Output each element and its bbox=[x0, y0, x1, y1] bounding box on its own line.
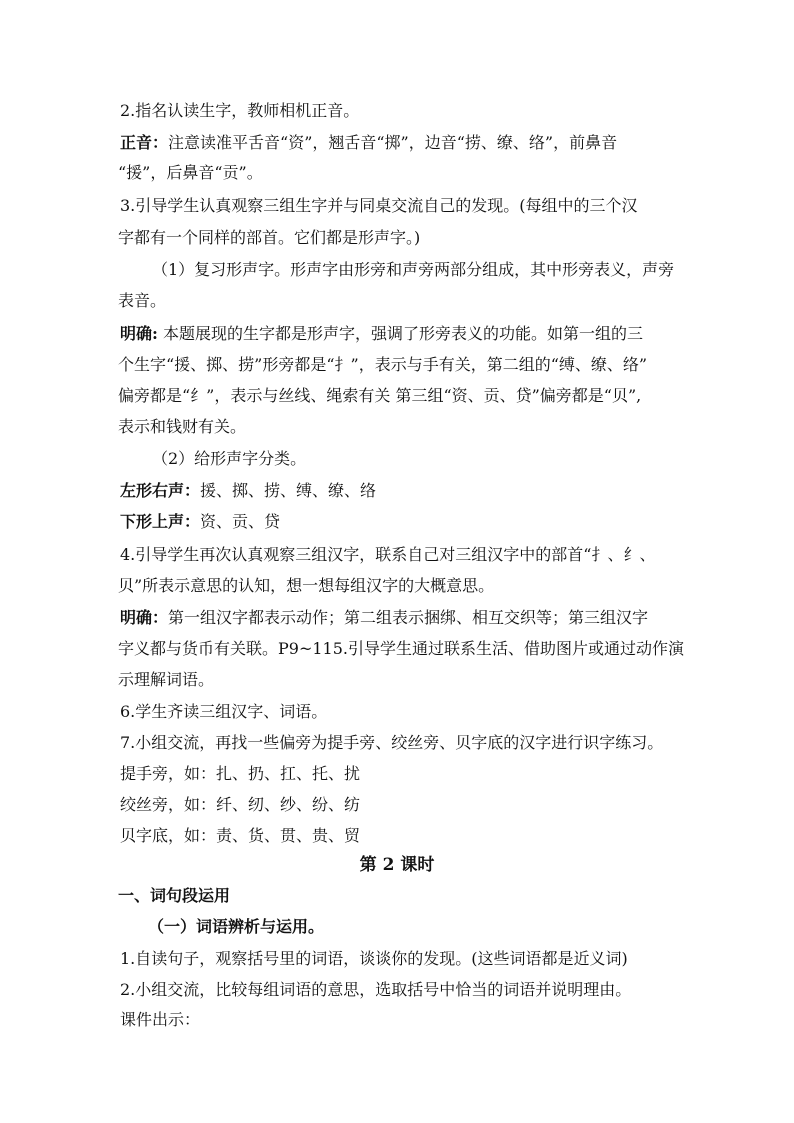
paragraph-correct-pronunciation bbox=[120, 133, 794, 153]
text: 表音。 bbox=[118, 291, 167, 310]
paragraph-line bbox=[118, 228, 794, 248]
text: 4.引导学生再次认真观察三组汉字，联系自己对三组汉字中的部首“扌、纟、 bbox=[120, 545, 656, 564]
text: 示理解词语。 bbox=[118, 670, 215, 689]
paragraph-step-2 bbox=[120, 101, 794, 121]
text: 2.小组交流，比较每组词语的意思，选取括号中恰当的词语并说明理由。 bbox=[120, 980, 632, 999]
bold-label: 明确： bbox=[120, 608, 169, 627]
text: 课件出示： bbox=[120, 1010, 201, 1029]
paragraph-sub-1 bbox=[152, 260, 794, 280]
text: 3.引导学生认真观察三组生字并与同桌交流自己的发现。(每组中的三个汉 bbox=[120, 196, 638, 215]
text: 第一组汉字都表示动作；第二组表示捆绑、相互交织等；第三组汉字 bbox=[168, 608, 649, 627]
bold-label: 下形上声： bbox=[120, 512, 201, 531]
text: 字都有一个同样的部首。它们都是形声字。) bbox=[118, 228, 421, 247]
text: 偏旁都是“纟”，表示与丝线、绳索有关 第三组“资、贡、贷”偏旁都是“贝”, bbox=[118, 386, 642, 405]
text: 表示和钱财有关。 bbox=[118, 417, 247, 436]
paragraph-line bbox=[118, 163, 794, 183]
text: 个生字“援、掷、捞”形旁都是“扌”，表示与手有关，第二组的“缚、缭、络” bbox=[118, 355, 648, 374]
text: 提手旁，如：扎、扔、扛、托、扰 bbox=[120, 764, 361, 783]
section-title: 第 2 课时 bbox=[359, 855, 435, 875]
text: 贝字底，如：责、货、贯、贵、贸 bbox=[120, 826, 361, 845]
text: （2）给形声字分类。 bbox=[152, 449, 307, 468]
text: 绞丝旁，如：纤、纫、纱、纷、纺 bbox=[120, 795, 361, 814]
paragraph-bottom-top bbox=[120, 512, 794, 532]
text: 援、掷、捞、缚、缭、络 bbox=[200, 481, 377, 500]
paragraph-step-6 bbox=[120, 702, 794, 722]
paragraph-left-right bbox=[120, 481, 794, 501]
paragraph-courseware bbox=[120, 1010, 794, 1030]
text: 贝”所表示意思的认知，想一想每组汉字的大概意思。 bbox=[118, 576, 495, 595]
paragraph-step-3 bbox=[120, 196, 794, 216]
paragraph-sub-2 bbox=[152, 449, 794, 469]
paragraph-step-4 bbox=[120, 545, 794, 565]
example-silk-radical bbox=[120, 795, 794, 815]
paragraph-step-7 bbox=[120, 733, 794, 753]
paragraph-line bbox=[118, 291, 794, 311]
text: “援”，后鼻音“贡”。 bbox=[118, 163, 263, 182]
paragraph-line bbox=[118, 386, 794, 406]
text: 资、贡、贷 bbox=[200, 512, 281, 531]
text: 注意读准平舌音“资”，翘舌音“掷”，边音“捞、缭、络”，前鼻音 bbox=[168, 133, 618, 152]
text: 字义都与货币有关联。P9~115.引导学生通过联系生活、借助图片或通过动作演 bbox=[118, 639, 684, 658]
paragraph-line bbox=[118, 576, 794, 596]
text: 2.指名认读生字，教师相机正音。 bbox=[120, 101, 360, 120]
example-shell-radical bbox=[120, 826, 794, 846]
heading-level-2: （一）词语辨析与运用。 bbox=[148, 917, 325, 936]
bold-label: 明确: bbox=[120, 324, 158, 343]
paragraph-clarify-1 bbox=[120, 324, 794, 344]
text: 1.自读句子，观察括号里的词语，谈谈你的发现。(这些词语都是近义词) bbox=[120, 949, 628, 968]
paragraph-clarify-2 bbox=[120, 608, 794, 628]
paragraph-group-discuss bbox=[120, 980, 794, 1000]
heading-level-1: 一、词句段运用 bbox=[118, 886, 231, 905]
paragraph-line bbox=[118, 355, 794, 375]
text: 6.学生齐读三组汉字、词语。 bbox=[120, 702, 328, 721]
bold-label: 左形右声： bbox=[120, 481, 201, 500]
text: 本题展现的生字都是形声字，强调了形旁表义的功能。如第一组的三 bbox=[157, 324, 644, 343]
text: （1）复习形声字。形声字由形旁和声旁两部分组成，其中形旁表义，声旁 bbox=[152, 260, 675, 279]
bold-label: 正音： bbox=[120, 133, 169, 152]
paragraph-line bbox=[118, 417, 794, 437]
paragraph-read-sentences bbox=[120, 949, 794, 969]
paragraph-line bbox=[118, 639, 794, 659]
example-hand-radical bbox=[120, 764, 794, 784]
text: 7.小组交流，再找一些偏旁为提手旁、绞丝旁、贝字底的汉字进行识字练习。 bbox=[120, 733, 664, 752]
paragraph-line bbox=[118, 670, 794, 690]
